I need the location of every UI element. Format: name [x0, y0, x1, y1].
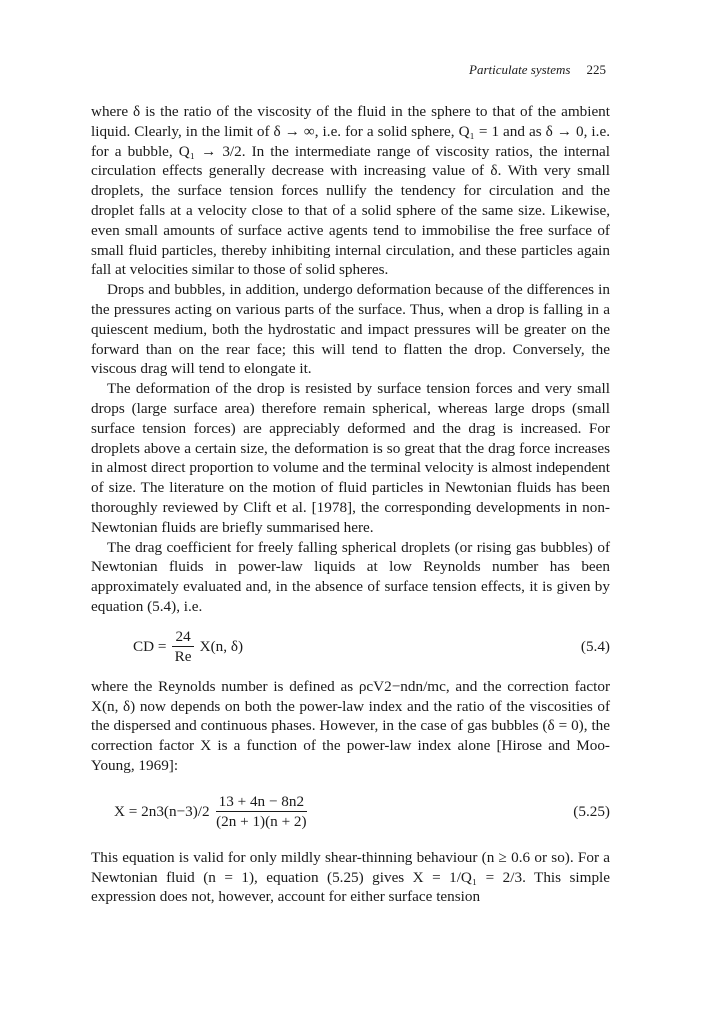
- paragraph: where δ is the ratio of the viscosity of the fluid in the sphere to that of the ambient liquid. Clearly, in the limit of δ → ∞, i.e. for a solid sphere, Q₁ = 1 and as δ → 0, i.e. for a bubble, Q₁ → 3/2. In the intermediate range of viscosity ratios, the internal circulation effects generally decrease with increasing value of δ. With very small droplets, the surface tension forces nullify the tendency for circulation and the droplet falls at a velocity close to that of a solid sphere of the same size. Likewise, even small amounts of surface active agents tend to immobilise the free surface of small fluid particles, thereby inhibiting internal circulation, and these particles again fall at velocities similar to those of solid spheres.: [91, 103, 610, 279]
- fraction-denominator: Re: [174, 647, 192, 665]
- body-text: [91, 102, 610, 907]
- paragraph: where the Reynolds number is defined as ρcV2−ndn/mc, and the correction factor X(n, δ) now depends on both the power-law index and the ratio of the viscosities of the dispersed and continuous phases. However, in the case of gas bubbles (δ = 0), the correction factor X is a function of the power-law index alone [Hirose and Moo-Young, 1969]:: [91, 677, 610, 774]
- paragraph: This equation is valid for only mildly shear-thinning behaviour (n ≥ 0.6 or so). For a Newtonian fluid (n = 1), equation (5.25) gives X = 1/Q₁ = 2/3. This simple expression does not, however, account for either surface tension: [91, 848, 610, 906]
- paragraph: Drops and bubbles, in addition, undergo deformation because of the differences in the pressures acting on various parts of the surface. Thus, when a drop is falling in a quiescent medium, both the hydrostatic and impact pressures will be greater on the forward than on the rear face; this will tend to flatten the drop. Conversely, the viscous drag will tend to elongate it.: [91, 281, 610, 378]
- equation-number: (5.25): [573, 802, 610, 820]
- equation-number: (5.4): [580, 637, 610, 655]
- equation-5-25: [91, 776, 610, 848]
- fraction-numerator: 13 + 4n − 8n2: [216, 793, 307, 812]
- fraction-numerator: 24: [172, 628, 193, 647]
- equation-lhs: CD =: [133, 637, 167, 655]
- fraction-denominator: (2n + 1)(n + 2): [216, 812, 307, 830]
- fraction: [172, 628, 193, 666]
- equation-rhs: X(n, δ): [199, 637, 244, 655]
- equation-lhs: X = 2n3(n−3)/2: [114, 802, 210, 820]
- page-number: 225: [586, 62, 606, 77]
- equation-5-4: [91, 617, 610, 677]
- running-title: Particulate systems: [469, 62, 571, 77]
- paragraph: The deformation of the drop is resisted by surface tension forces and very small drops (large surface area) therefore remain spherical, whereas large drops (small surface tension forces) are appreciably deformed and the drag is increased. For droplets above a certain size, the deformation is so great that the drag force increases in almost direct proportion to volume and the terminal velocity is almost independent of size. The literature on the motion of fluid particles in Newtonian fluids has been thoroughly reviewed by Clift et al. [1978], the corresponding developments in non-Newtonian fluids are briefly summarised here.: [91, 380, 610, 536]
- fraction: [216, 793, 307, 831]
- paragraph: The drag coefficient for freely falling spherical droplets (or rising gas bubbles) of Newtonian fluids in power-law liquids at low Reynolds number has been approximately evaluated and, in the absence of surface tension effects, it is given by equation (5.4), i.e.: [91, 538, 610, 615]
- running-head: [469, 62, 606, 78]
